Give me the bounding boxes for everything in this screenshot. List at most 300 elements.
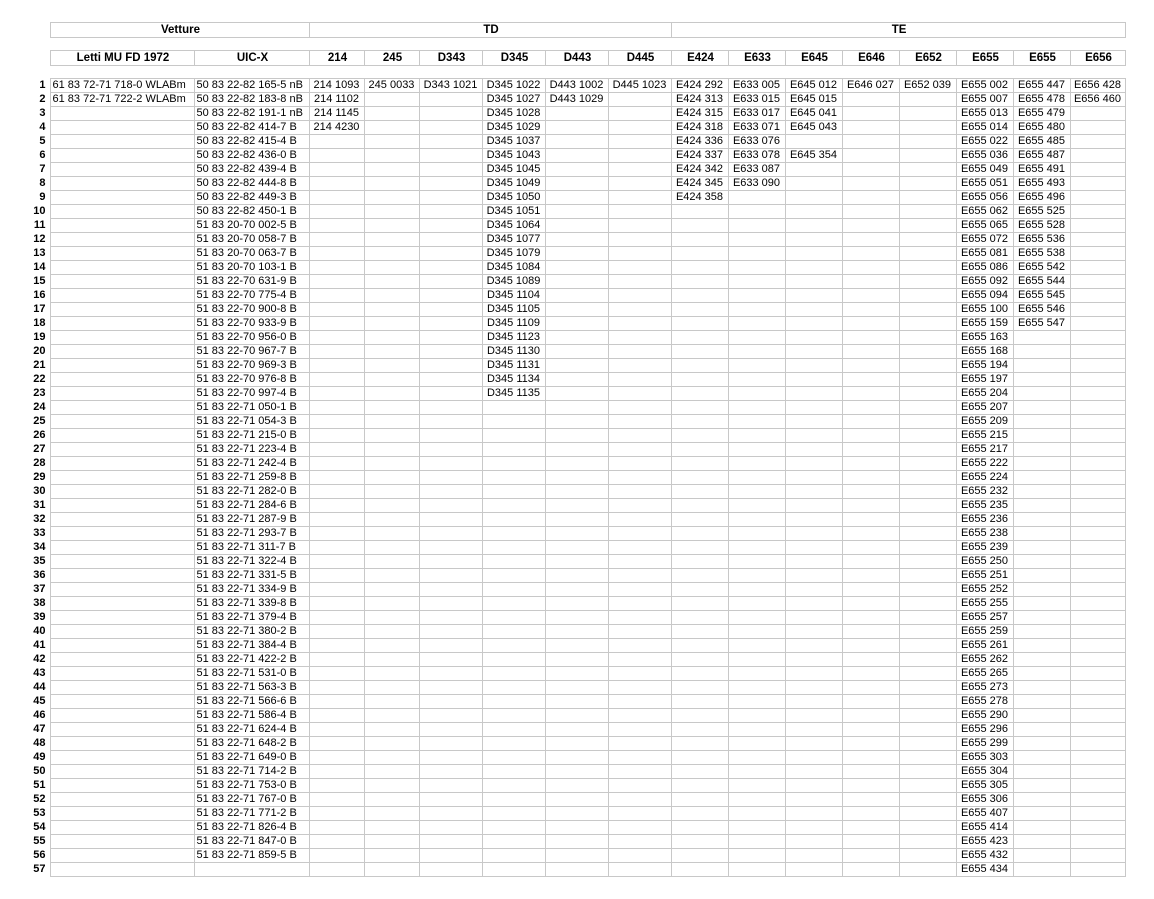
- table-cell: [608, 429, 671, 443]
- row-number: 23: [33, 387, 46, 399]
- table-row: [28, 681, 1125, 695]
- table-cell: 51 83 22-71 223-4 B: [194, 443, 309, 457]
- table-cell: [309, 219, 364, 233]
- table-cell: 51 83 20-70 002-5 B: [194, 219, 309, 233]
- table-cell: 51 83 22-71 293-7 B: [194, 527, 309, 541]
- table-cell: [671, 205, 728, 219]
- table-cell: E655 528: [1013, 219, 1070, 233]
- table-cell: [608, 457, 671, 471]
- table-cell: [545, 499, 608, 513]
- table-cell: [50, 597, 194, 611]
- table-cell: [671, 597, 728, 611]
- table-cell: [364, 695, 419, 709]
- table-cell: [1070, 303, 1125, 317]
- col-header: UIC-X: [194, 51, 309, 66]
- table-cell: [545, 359, 608, 373]
- table-cell: [309, 401, 364, 415]
- col-header: 245: [364, 51, 419, 66]
- table-cell: [364, 569, 419, 583]
- table-cell: [608, 863, 671, 877]
- table-cell: [309, 653, 364, 667]
- table-row: [28, 135, 1125, 149]
- table-cell: [364, 751, 419, 765]
- table-cell: [842, 513, 899, 527]
- table-cell: [671, 359, 728, 373]
- table-cell: [608, 149, 671, 163]
- table-cell: [842, 597, 899, 611]
- table-cell: [899, 177, 956, 191]
- table-cell: [785, 345, 842, 359]
- table-cell: [608, 541, 671, 555]
- row-number: 33: [33, 527, 46, 539]
- table-cell: [728, 835, 785, 849]
- table-cell: E655 273: [956, 681, 1013, 695]
- table-cell: 51 83 22-71 384-4 B: [194, 639, 309, 653]
- table-cell: [309, 317, 364, 331]
- table-cell: [419, 149, 482, 163]
- table-cell: [309, 541, 364, 555]
- table-cell: 51 83 22-71 339-8 B: [194, 597, 309, 611]
- table-cell: [899, 443, 956, 457]
- table-cell: [1070, 555, 1125, 569]
- table-cell: [1070, 499, 1125, 513]
- table-cell: [545, 709, 608, 723]
- table-cell: [608, 275, 671, 289]
- table-cell: [842, 835, 899, 849]
- table-cell: [1070, 359, 1125, 373]
- table-cell: [1070, 471, 1125, 485]
- table-cell: [364, 821, 419, 835]
- table-cell: [785, 681, 842, 695]
- table-cell: [785, 191, 842, 205]
- table-cell: [899, 163, 956, 177]
- table-cell: D345 1049: [482, 177, 545, 191]
- table-cell: [1013, 723, 1070, 737]
- table-cell: [671, 541, 728, 555]
- table-cell: [545, 135, 608, 149]
- table-cell: [842, 163, 899, 177]
- table-cell: [728, 247, 785, 261]
- table-cell: [364, 513, 419, 527]
- table-cell: [309, 345, 364, 359]
- table-cell: [728, 289, 785, 303]
- table-cell: [671, 737, 728, 751]
- row-number: 35: [33, 555, 46, 567]
- table-cell: [608, 177, 671, 191]
- table-cell: E655 487: [1013, 149, 1070, 163]
- row-number: 32: [33, 513, 46, 525]
- table-cell: [842, 233, 899, 247]
- table-cell: [50, 513, 194, 527]
- table-cell: [842, 639, 899, 653]
- table-cell: [899, 625, 956, 639]
- row-number: 28: [33, 457, 46, 469]
- table-cell: [545, 429, 608, 443]
- table-cell: [50, 723, 194, 737]
- table-cell: [899, 401, 956, 415]
- table-cell: [608, 597, 671, 611]
- table-cell: [545, 247, 608, 261]
- table-cell: [671, 485, 728, 499]
- table-cell: E655 257: [956, 611, 1013, 625]
- table-cell: [482, 709, 545, 723]
- table-cell: [1013, 639, 1070, 653]
- table-cell: [364, 681, 419, 695]
- table-cell: [842, 499, 899, 513]
- table-cell: [842, 107, 899, 121]
- table-cell: [728, 261, 785, 275]
- table-cell: [785, 163, 842, 177]
- table-cell: [482, 695, 545, 709]
- table-cell: [364, 737, 419, 751]
- table-cell: [364, 429, 419, 443]
- table-cell: [309, 359, 364, 373]
- table-cell: [728, 331, 785, 345]
- table-cell: [842, 331, 899, 345]
- table-cell: [419, 373, 482, 387]
- table-row: [28, 527, 1125, 541]
- row-number: 21: [33, 359, 46, 371]
- table-cell: [1070, 653, 1125, 667]
- table-cell: [728, 401, 785, 415]
- table-cell: [419, 597, 482, 611]
- table-cell: [545, 555, 608, 569]
- table-cell: [364, 233, 419, 247]
- table-cell: E655 536: [1013, 233, 1070, 247]
- table-cell: [671, 345, 728, 359]
- table-cell: [50, 779, 194, 793]
- table-cell: [50, 107, 194, 121]
- table-cell: [1070, 583, 1125, 597]
- table-cell: D345 1130: [482, 345, 545, 359]
- table-cell: 51 83 22-71 284-6 B: [194, 499, 309, 513]
- table-cell: [419, 527, 482, 541]
- table-row: [28, 149, 1125, 163]
- table-cell: [728, 793, 785, 807]
- table-cell: E655 479: [1013, 107, 1070, 121]
- table-cell: [364, 415, 419, 429]
- table-cell: 51 83 22-71 054-3 B: [194, 415, 309, 429]
- table-cell: 50 83 22-82 450-1 B: [194, 205, 309, 219]
- table-cell: [419, 751, 482, 765]
- table-cell: [785, 625, 842, 639]
- table-cell: 50 83 22-82 183-8 nB: [194, 93, 309, 107]
- table-cell: [50, 331, 194, 345]
- table-cell: [482, 415, 545, 429]
- table-cell: [364, 863, 419, 877]
- table-cell: [608, 793, 671, 807]
- table-cell: [1013, 499, 1070, 513]
- table-cell: [419, 345, 482, 359]
- table-cell: [608, 303, 671, 317]
- table-row: [28, 121, 1125, 135]
- table-cell: E645 043: [785, 121, 842, 135]
- table-row: [28, 555, 1125, 569]
- table-cell: D345 1050: [482, 191, 545, 205]
- table-cell: [309, 289, 364, 303]
- table-cell: [1013, 485, 1070, 499]
- table-row: [28, 709, 1125, 723]
- table-cell: [309, 457, 364, 471]
- table-cell: 51 83 22-71 563-3 B: [194, 681, 309, 695]
- table-cell: [309, 513, 364, 527]
- table-cell: E633 005: [728, 79, 785, 93]
- table-cell: [671, 681, 728, 695]
- table-cell: E633 090: [728, 177, 785, 191]
- row-number: 41: [33, 639, 46, 651]
- row-number: 47: [33, 723, 46, 735]
- table-cell: D345 1028: [482, 107, 545, 121]
- table-row: [28, 457, 1125, 471]
- table-cell: [309, 849, 364, 863]
- table-cell: [899, 485, 956, 499]
- table-cell: E655 547: [1013, 317, 1070, 331]
- table-cell: [608, 443, 671, 457]
- table-row: [28, 415, 1125, 429]
- table-cell: [482, 597, 545, 611]
- table-cell: [482, 583, 545, 597]
- table-cell: [545, 583, 608, 597]
- table-cell: [728, 555, 785, 569]
- table-cell: [545, 835, 608, 849]
- table-cell: [842, 275, 899, 289]
- table-cell: [482, 443, 545, 457]
- table-cell: 214 1093: [309, 79, 364, 93]
- table-cell: [50, 415, 194, 429]
- table-cell: E645 354: [785, 149, 842, 163]
- table-row: [28, 737, 1125, 751]
- table-cell: [899, 345, 956, 359]
- row-number: 10: [33, 205, 46, 217]
- table-cell: [364, 639, 419, 653]
- table-cell: [899, 121, 956, 135]
- table-cell: [608, 401, 671, 415]
- table-cell: [899, 317, 956, 331]
- row-number: 24: [33, 401, 46, 413]
- table-cell: [419, 261, 482, 275]
- table-cell: 61 83 72-71 718-0 WLABm: [50, 79, 194, 93]
- table-cell: [608, 191, 671, 205]
- table-cell: [364, 541, 419, 555]
- table-cell: [899, 779, 956, 793]
- table-cell: [1070, 611, 1125, 625]
- table-cell: [671, 471, 728, 485]
- table-cell: [419, 695, 482, 709]
- table-cell: E655 022: [956, 135, 1013, 149]
- table-cell: [482, 751, 545, 765]
- table-cell: [842, 457, 899, 471]
- table-cell: E655 304: [956, 765, 1013, 779]
- table-cell: [419, 709, 482, 723]
- table-cell: [728, 569, 785, 583]
- table-cell: [899, 555, 956, 569]
- table-cell: [482, 793, 545, 807]
- table-cell: [309, 695, 364, 709]
- table-cell: [728, 471, 785, 485]
- table-cell: [842, 653, 899, 667]
- table-cell: E656 428: [1070, 79, 1125, 93]
- table-cell: [728, 709, 785, 723]
- group-td: TD: [309, 23, 671, 38]
- table-cell: [1013, 779, 1070, 793]
- table-cell: [728, 499, 785, 513]
- table-cell: [671, 863, 728, 877]
- table-cell: E655 194: [956, 359, 1013, 373]
- table-cell: E655 296: [956, 723, 1013, 737]
- table-cell: [50, 765, 194, 779]
- table-cell: [842, 387, 899, 401]
- table-cell: [785, 821, 842, 835]
- table-cell: [1070, 261, 1125, 275]
- table-cell: 51 83 22-71 714-2 B: [194, 765, 309, 779]
- table-cell: 51 83 22-70 631-9 B: [194, 275, 309, 289]
- table-cell: [842, 261, 899, 275]
- table-cell: 245 0033: [364, 79, 419, 93]
- table-cell: [728, 723, 785, 737]
- table-cell: [608, 583, 671, 597]
- table-cell: [309, 835, 364, 849]
- table-cell: [728, 541, 785, 555]
- table-cell: [842, 485, 899, 499]
- table-cell: [50, 527, 194, 541]
- table-cell: [785, 331, 842, 345]
- table-cell: [785, 723, 842, 737]
- table-cell: [671, 793, 728, 807]
- table-cell: [728, 359, 785, 373]
- table-cell: [899, 723, 956, 737]
- table-cell: D345 1079: [482, 247, 545, 261]
- table-cell: [671, 499, 728, 513]
- table-cell: [785, 457, 842, 471]
- table-cell: [545, 737, 608, 751]
- table-cell: [899, 387, 956, 401]
- table-cell: [1070, 737, 1125, 751]
- table-cell: [728, 457, 785, 471]
- table-cell: [545, 513, 608, 527]
- table-cell: [545, 569, 608, 583]
- table-cell: E655 217: [956, 443, 1013, 457]
- table-cell: [482, 457, 545, 471]
- row-number: 17: [33, 303, 46, 315]
- table-cell: [50, 835, 194, 849]
- table-row: [28, 107, 1125, 121]
- table-cell: E655 250: [956, 555, 1013, 569]
- table-cell: [364, 177, 419, 191]
- table-cell: [1070, 415, 1125, 429]
- table-row: [28, 191, 1125, 205]
- table-cell: [50, 807, 194, 821]
- table-cell: [728, 639, 785, 653]
- table-cell: [842, 765, 899, 779]
- table-cell: [899, 527, 956, 541]
- table-cell: [728, 737, 785, 751]
- table-cell: [50, 541, 194, 555]
- table-cell: [545, 331, 608, 345]
- table-cell: [608, 135, 671, 149]
- table-cell: E424 358: [671, 191, 728, 205]
- table-cell: [671, 625, 728, 639]
- row-number: 53: [33, 807, 46, 819]
- row-number: 51: [33, 779, 46, 791]
- table-cell: [671, 275, 728, 289]
- table-cell: [309, 443, 364, 457]
- table-cell: [419, 443, 482, 457]
- table-cell: [309, 499, 364, 513]
- table-cell: D345 1022: [482, 79, 545, 93]
- row-number: 2: [39, 93, 46, 105]
- col-header: E633: [728, 51, 785, 66]
- table-cell: [1013, 821, 1070, 835]
- table-cell: [1013, 457, 1070, 471]
- table-cell: [899, 695, 956, 709]
- table-cell: [728, 205, 785, 219]
- table-cell: [899, 233, 956, 247]
- table-cell: D345 1089: [482, 275, 545, 289]
- table-cell: [482, 499, 545, 513]
- row-number: 19: [33, 331, 46, 343]
- table-cell: [842, 359, 899, 373]
- table-cell: [608, 205, 671, 219]
- table-cell: [842, 793, 899, 807]
- table-cell: [545, 401, 608, 415]
- table-cell: [842, 723, 899, 737]
- row-number: 6: [39, 149, 46, 161]
- table-row: [28, 247, 1125, 261]
- table-cell: [364, 485, 419, 499]
- table-cell: [1070, 835, 1125, 849]
- table-cell: 51 83 20-70 103-1 B: [194, 261, 309, 275]
- row-number: 8: [39, 177, 46, 189]
- table-cell: [785, 373, 842, 387]
- table-cell: 50 83 22-82 191-1 nB: [194, 107, 309, 121]
- table-cell: [482, 401, 545, 415]
- table-cell: [671, 401, 728, 415]
- table-cell: 51 83 22-71 859-5 B: [194, 849, 309, 863]
- data-table: [28, 78, 1126, 877]
- table-cell: [842, 317, 899, 331]
- row-number: 13: [33, 247, 46, 259]
- table-cell: [1013, 751, 1070, 765]
- row-number: 26: [33, 429, 46, 441]
- table-row: [28, 821, 1125, 835]
- table-cell: [419, 639, 482, 653]
- table-cell: [482, 849, 545, 863]
- table-cell: 214 4230: [309, 121, 364, 135]
- table-cell: [309, 555, 364, 569]
- table-row: [28, 205, 1125, 219]
- table-cell: [785, 233, 842, 247]
- table-cell: [419, 611, 482, 625]
- table-cell: [728, 443, 785, 457]
- table-cell: [785, 275, 842, 289]
- table-cell: [899, 863, 956, 877]
- table-cell: [545, 345, 608, 359]
- table-cell: [842, 779, 899, 793]
- table-cell: [1070, 191, 1125, 205]
- table-cell: [785, 597, 842, 611]
- table-cell: [1070, 681, 1125, 695]
- table-cell: [309, 149, 364, 163]
- row-number: 37: [33, 583, 46, 595]
- table-cell: [545, 163, 608, 177]
- row-number: 9: [39, 191, 46, 203]
- table-cell: E424 345: [671, 177, 728, 191]
- table-cell: 51 83 22-70 933-9 B: [194, 317, 309, 331]
- table-cell: [1013, 765, 1070, 779]
- table-cell: [364, 219, 419, 233]
- table-cell: E655 255: [956, 597, 1013, 611]
- table-cell: E633 017: [728, 107, 785, 121]
